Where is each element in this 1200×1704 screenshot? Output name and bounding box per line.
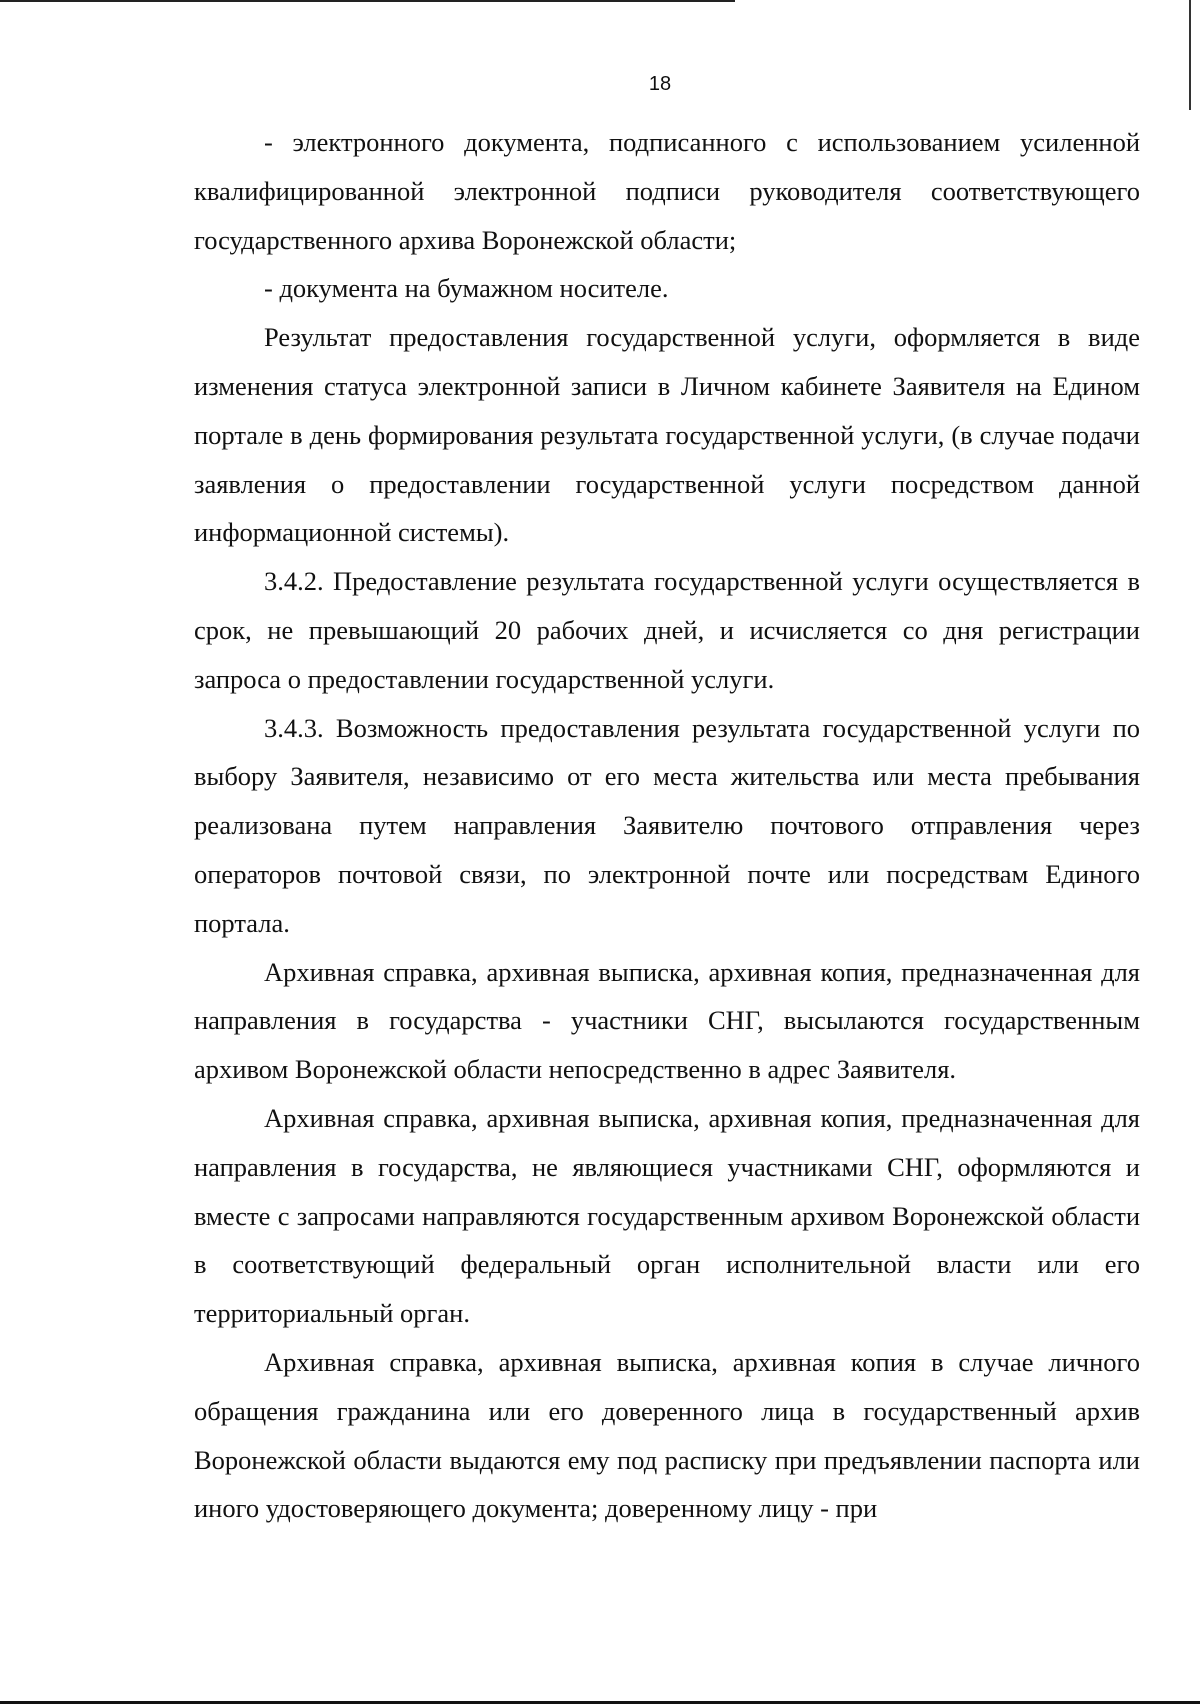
paragraph-3-4-3: 3.4.3. Возможность предоставления результата государственной услуги по выбору Заявителя, независимо от его места жительства или места пребывания реализована путем направления Заявителю почтового отправления через операторов почтовой связи, по электронной почте или посредствам Единого портала. <box>194 712 1140 938</box>
paragraph-personal-delivery: Архивная справка, архивная выписка, архивная копия в случае личного обращения гражданина или его доверенного лица в государственный архив Воронежской области выдаются ему под расписку при предъявлении паспорта или иного удостоверяющего документа; доверенному лицу - при <box>194 1346 1140 1524</box>
paragraph-cis-delivery: Архивная справка, архивная выписка, архивная копия, предназначенная для направления в государства - участники СНГ, высылаются государственным архивом Воронежской области непосредственно в адрес Заявителя. <box>194 956 1140 1085</box>
document-body <box>194 118 1140 1533</box>
paragraph-electronic-document: - электронного документа, подписанного с использованием усиленной квалифицированной электронной подписи руководителя соответствующего государственного архива Воронежской области; <box>194 127 1140 255</box>
scan-edge-top <box>0 0 735 2</box>
paragraph-paper-document: - документа на бумажном носителе. <box>264 273 669 304</box>
paragraph-3-4-2: 3.4.2. Предоставление результата государственной услуги осуществляется в срок, не превышающий 20 рабочих дней, и исчисляется со дня регистрации запроса о предоставлении государственной услуги. <box>194 566 1140 694</box>
page-number: 18 <box>648 73 672 95</box>
paragraph-non-cis-delivery: Архивная справка, архивная выписка, архивная копия, предназначенная для направления в государства, не являющиеся участниками СНГ, оформляются и вместе с запросами направляются государственным архивом Воронежской области в соответствующий федеральный орган исполнительной власти или его территориальный орган. <box>194 1102 1140 1329</box>
paragraph-result-status: Результат предоставления государственной услуги, оформляется в виде изменения статуса электронной записи в Личном кабинете Заявителя на Едином портале в день формирования результата государственной услуги, (в случае подачи заявления о предоставлении государственной услуги посредством данной информационной системы). <box>194 322 1140 548</box>
